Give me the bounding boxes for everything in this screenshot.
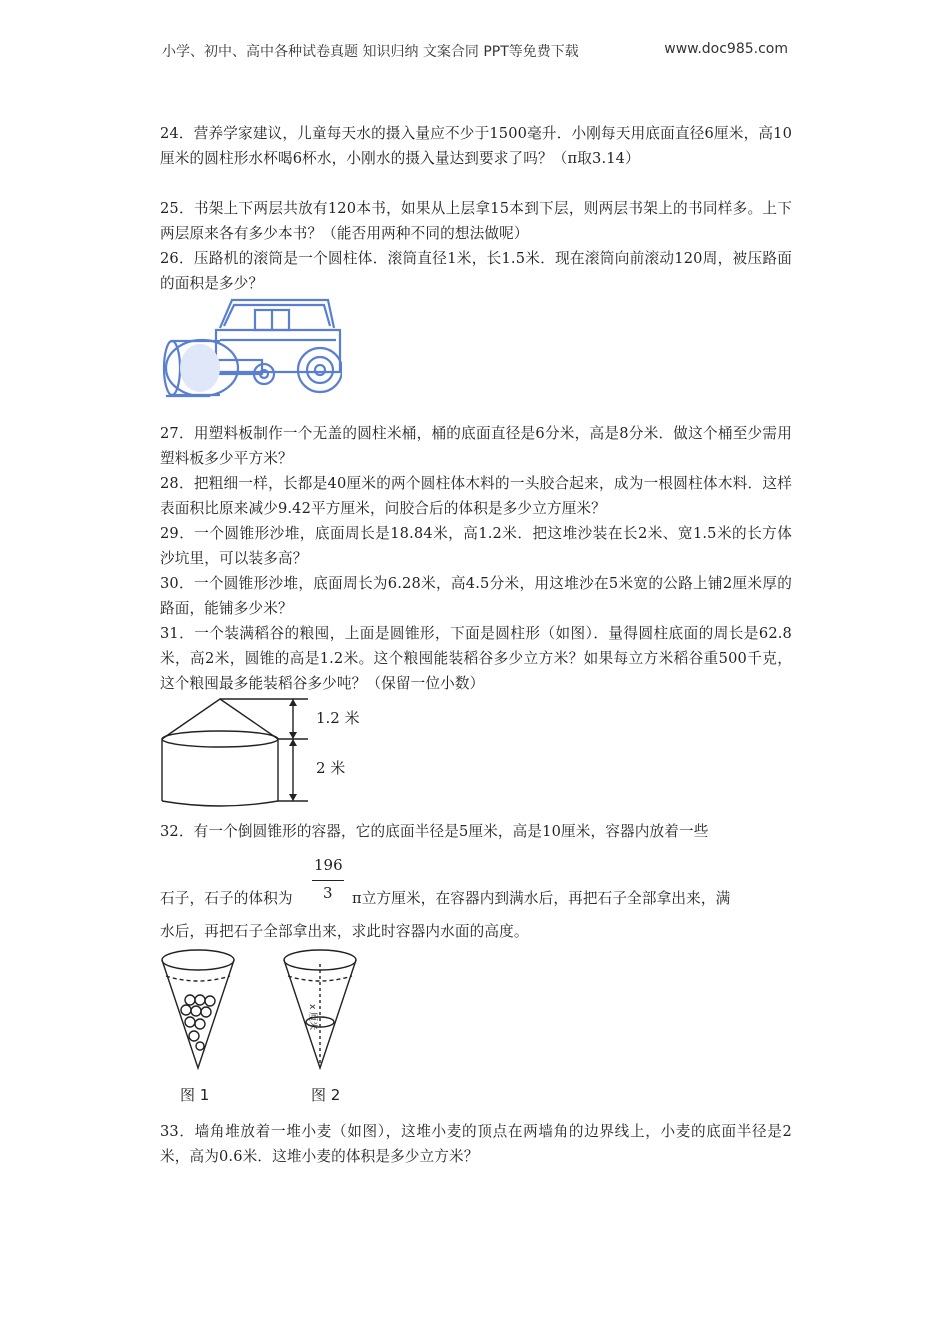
question-32-line-1: 32．有一个倒圆锥形的容器，它的底面半径是5厘米，高是10厘米，容器内放着一些	[160, 823, 709, 840]
question-25: 25．书架上下两层共放有120本书，如果从上层拿15本到下层，则两层书架上的书同样多。上下两层原来各有多少本书？（能否用两种不同的想法做呢）	[160, 200, 792, 242]
question-24: 24．营养学家建议，儿童每天水的摄入量应不少于1500毫升．小刚每天用底面直径6厘米，高10厘米的圆柱形水杯喝6杯水，小刚水的摄入量达到要求了吗？（π取3.14）	[160, 125, 792, 167]
granary-cylinder-height-label: 2 米	[316, 759, 346, 777]
question-26: 26．压路机的滚筒是一个圆柱体．滚筒直径1米，长1.5米．现在滚筒向前滚动120周，被压路面的面积是多少？	[160, 250, 792, 292]
question-32-line-2-pre: 石子，石子的体积为	[160, 890, 293, 907]
question-31: 31．一个装满稻谷的粮囤，上面是圆锥形，下面是圆柱形（如图）．量得圆柱底面的周长是62.8米，高2米，圆锥的高是1.2米。这个粮囤能装稻谷多少立方米？如果每立方米稻谷重500千克，这个粮囤最多能装稻谷多少吨？（保留一位小数）	[160, 625, 792, 692]
fraction-bar	[312, 880, 344, 881]
question-28: 28．把粗细一样，长都是40厘米的两个圆柱体木料的一头胶合起来，成为一根圆柱体木料．这样表面积比原来减少9.42平方厘米，问胶合后的体积是多少立方厘米？	[160, 475, 792, 517]
cone-figure-1-caption: 图 1	[180, 1086, 210, 1104]
cone-figure-2	[280, 946, 360, 1072]
fraction-numerator: 196	[314, 856, 343, 874]
cone-figure-2-caption: 图 2	[311, 1086, 341, 1104]
fraction-denominator: 3	[323, 884, 333, 902]
cone-figure-2-height-mark: x 厘米	[307, 1004, 317, 1031]
road-roller-illustration	[160, 296, 342, 400]
question-33: 33．墙角堆放着一堆小麦（如图），这堆小麦的顶点在两墙角的边界线上，小麦的底面半径是2米，高为0.6米．这堆小麦的体积是多少立方米？	[160, 1123, 792, 1165]
granary-cone-height-label: 1.2 米	[316, 709, 360, 727]
header-text: 小学、初中、高中各种试卷真题 知识归纳 文案合同 PPT等免费下载	[162, 44, 579, 60]
question-27: 27．用塑料板制作一个无盖的圆柱米桶，桶的底面直径是6分米，高是8分米．做这个桶至少需用塑料板多少平方米？	[160, 425, 792, 467]
question-32-line-3: 水后，再把石子全部拿出来，求此时容器内水面的高度。	[160, 923, 529, 940]
question-32-line-2-post: π立方厘米，在容器内到满水后，再把石子全部拿出来，满	[352, 890, 731, 907]
page-header	[162, 41, 788, 61]
question-29: 29．一个圆锥形沙堆，底面周长是18.84米，高1.2米．把这堆沙装在长2米、宽1.5米的长方体沙坑里，可以装多高？	[160, 525, 792, 567]
cone-figure-1	[158, 946, 238, 1072]
granary-diagram	[158, 693, 368, 811]
question-30: 30．一个圆锥形沙堆，底面周长为6.28米，高4.5分米，用这堆沙在5米宽的公路上铺2厘米厚的路面，能铺多少米？	[160, 575, 792, 617]
header-site-url[interactable]: www.doc985.com	[664, 41, 788, 57]
